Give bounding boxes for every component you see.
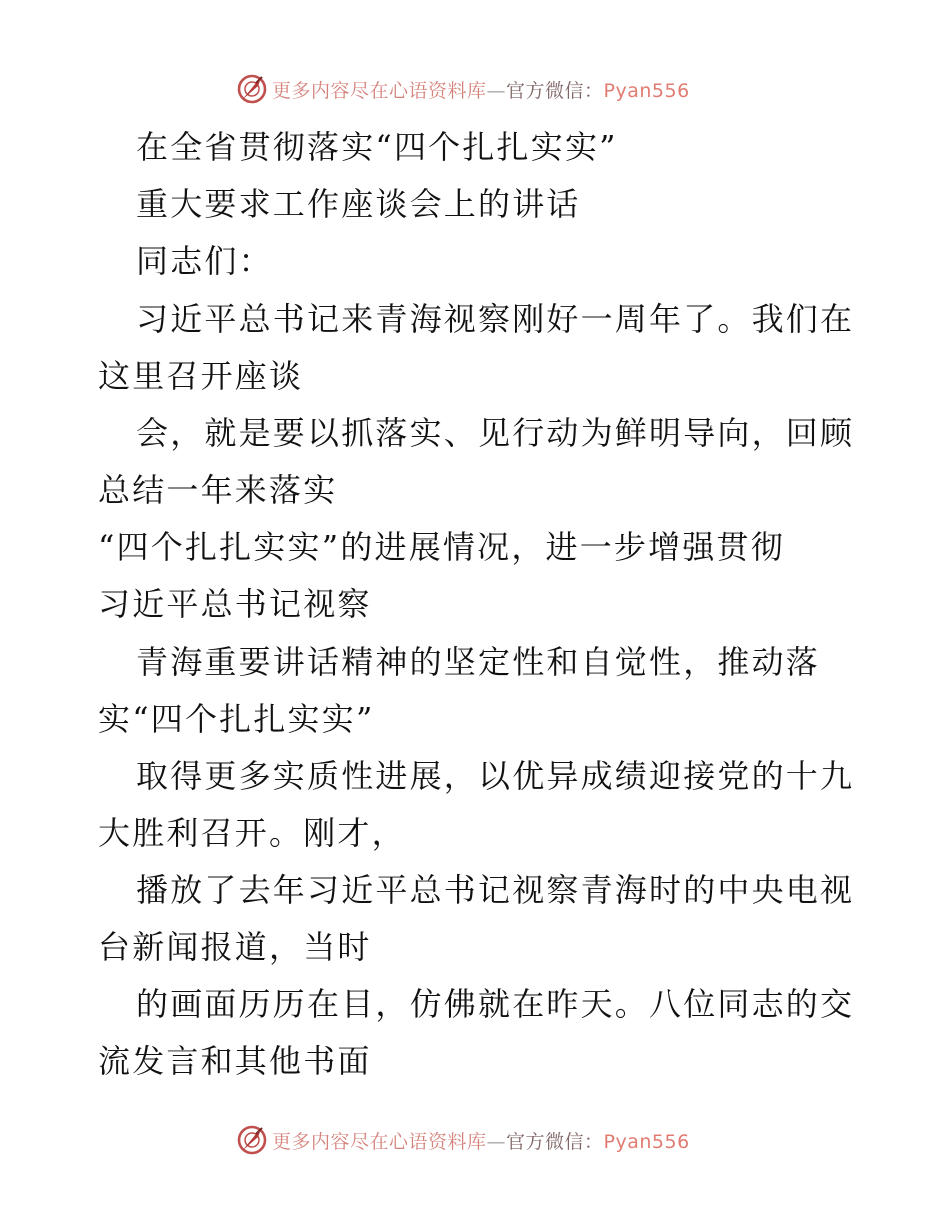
document-line: 总结一年来落实: [98, 471, 338, 509]
document-line: 这里召开座谈: [98, 357, 304, 395]
document-line: 青海重要讲话精神的坚定性和自觉性，推动落: [136, 643, 821, 681]
watermark-wechat-label: 官方微信：: [506, 1130, 604, 1153]
quill-circle-logo-icon: [236, 1124, 268, 1156]
watermark-footer: [236, 1123, 690, 1157]
document-line: “四个扎扎实实”的进展情况，进一步增强贯彻: [98, 528, 785, 566]
watermark-wechat-label: 官方微信：: [506, 79, 604, 102]
watermark-main: 更多内容尽在心语资料库: [272, 1130, 487, 1153]
document-line: 的画面历历在目，仿佛就在昨天。八位同志的交: [136, 985, 855, 1023]
document-line: 会，就是要以抓落实、见行动为鲜明导向，回顾: [136, 414, 855, 452]
document-salutation: 同志们：: [136, 242, 273, 280]
document-line: 流发言和其他书面: [98, 1042, 372, 1080]
document-line: 播放了去年习近平总书记视察青海时的中央电视: [136, 871, 855, 909]
quill-circle-logo-icon: [236, 73, 268, 105]
document-line: 取得更多实质性进展，以优异成绩迎接党的十九: [136, 757, 855, 795]
watermark-text: [272, 76, 690, 103]
document-line: 习近平总书记来青海视察刚好一周年了。我们在: [136, 300, 855, 338]
watermark-header: [236, 72, 690, 106]
watermark-wechat-id: Pyan556: [603, 1130, 690, 1153]
watermark-wechat-id: Pyan556: [603, 79, 690, 102]
document-title-line-2: 重大要求工作座谈会上的讲话: [136, 185, 581, 223]
document-line: 台新闻报道，当时: [98, 928, 372, 966]
document-line: 习近平总书记视察: [98, 585, 372, 623]
watermark-main: 更多内容尽在心语资料库: [272, 79, 487, 102]
document-title-line-1: 在全省贯彻落实“四个扎扎实实”: [136, 128, 618, 166]
document-line: 实“四个扎扎实实”: [98, 700, 375, 738]
watermark-text: [272, 1127, 690, 1154]
watermark-separator: —: [486, 79, 507, 102]
document-line: 大胜利召开。刚才，: [98, 814, 406, 852]
watermark-separator: —: [486, 1130, 507, 1153]
